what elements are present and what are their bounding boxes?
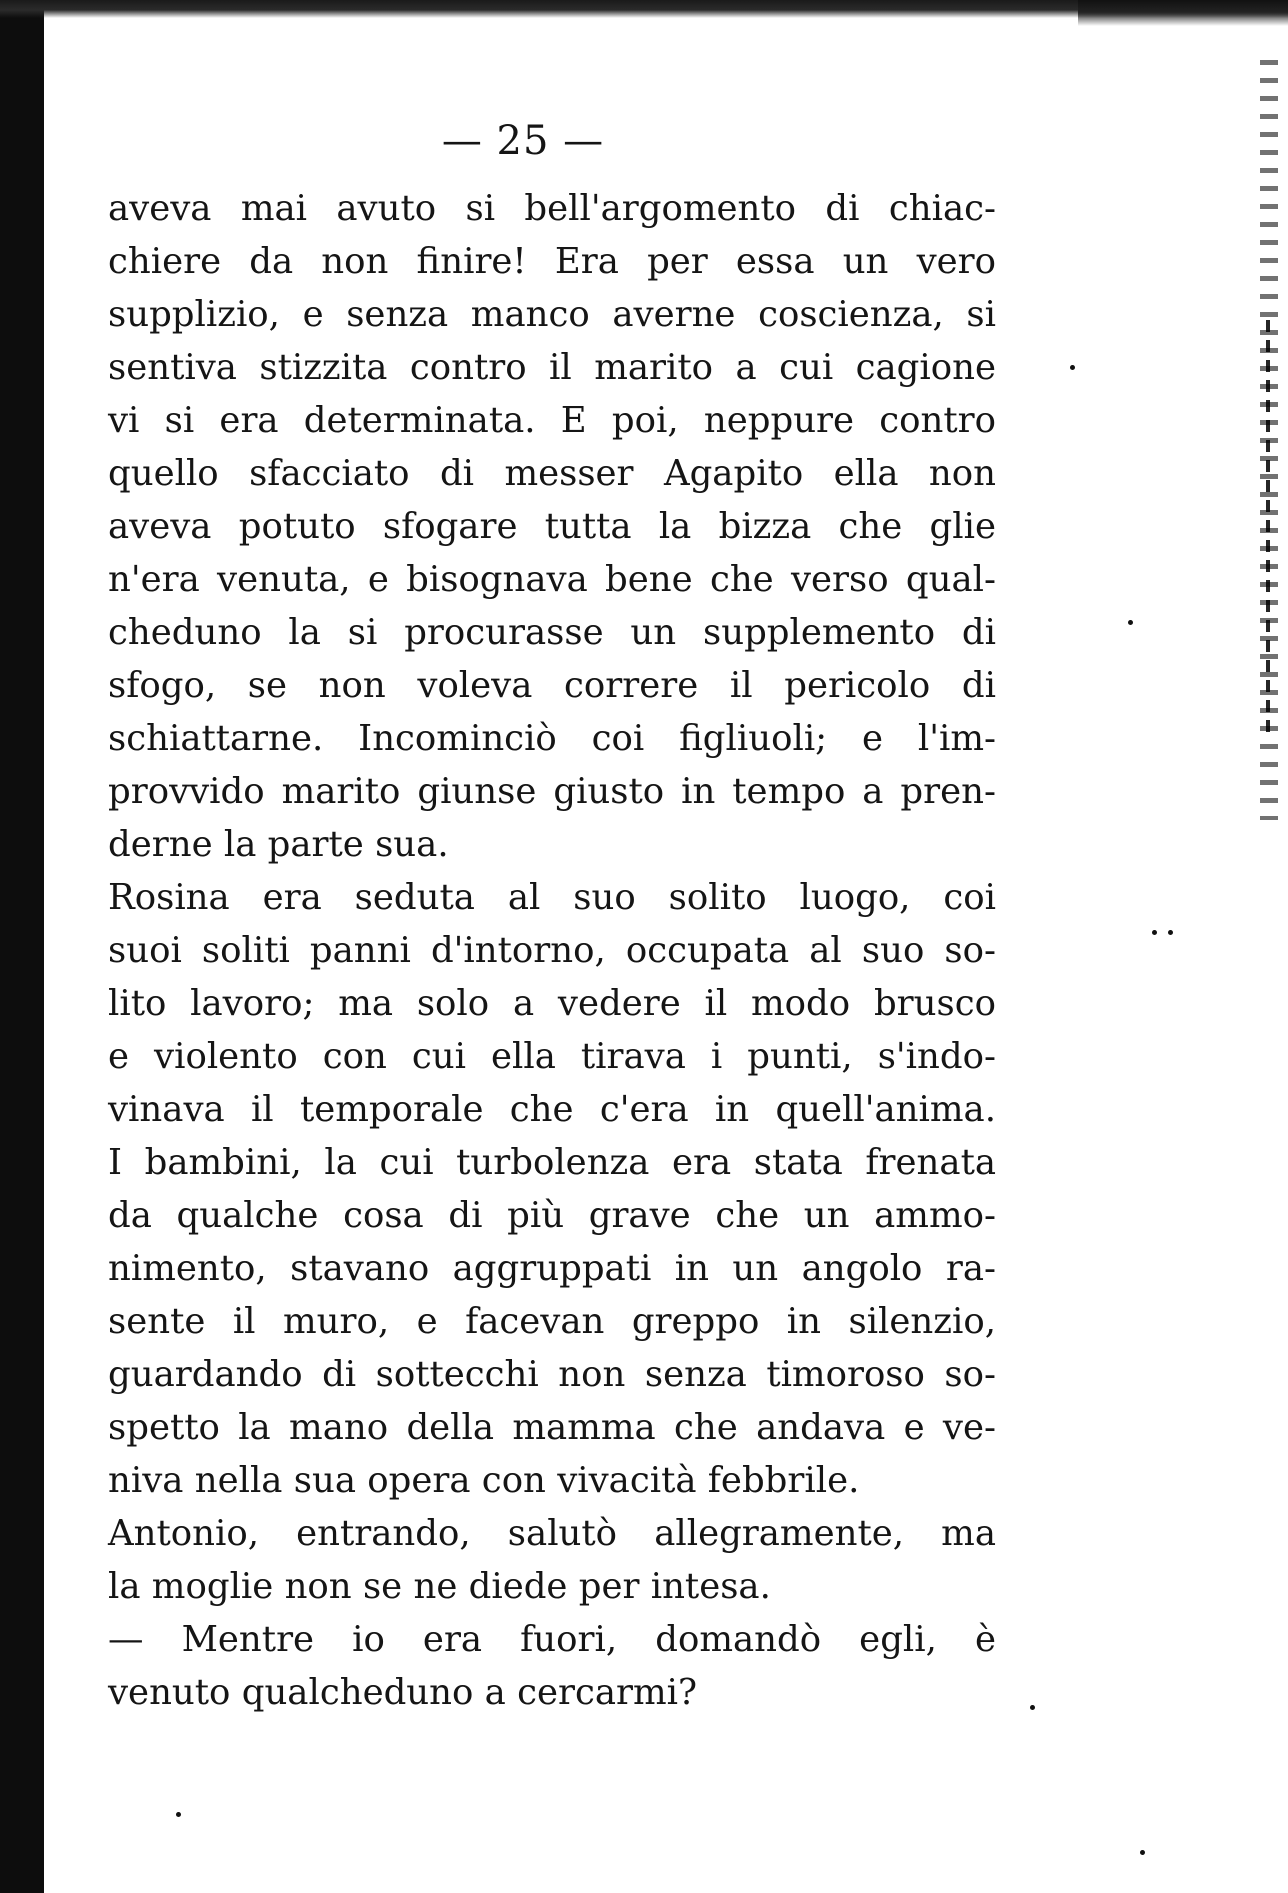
text-line: n'era venuta, e bisognava bene che verso qual- [108, 559, 996, 600]
text-line: supplizio, e senza manco averne coscienza, si [108, 294, 996, 335]
speck [1030, 1705, 1035, 1710]
text-line: venuto qualcheduno a cercarmi? [108, 1672, 698, 1713]
text-line: suoi soliti panni d'intorno, occupata al suo so- [108, 930, 996, 971]
speck [176, 1812, 181, 1817]
page-number: — 25 — [441, 118, 605, 164]
text-line: la moglie non se ne diede per intesa. [108, 1566, 771, 1607]
speck [1168, 930, 1173, 935]
paragraph-1 [108, 182, 996, 871]
speck [1070, 365, 1075, 370]
paragraph-2 [108, 871, 996, 1507]
text-line: quello sfacciato di messer Agapito ella non [108, 453, 996, 494]
text-line: e violento con cui ella tirava i punti, s'indo- [108, 1036, 996, 1077]
text-line: aveva potuto sfogare tutta la bizza che glie [108, 506, 996, 547]
text-line: chiere da non finire! Era per essa un vero [108, 241, 996, 282]
text-line: da qualche cosa di più grave che un ammo- [108, 1195, 996, 1236]
paragraph-4 [108, 1613, 996, 1719]
text-line: sentiva stizzita contro il marito a cui cagione [108, 347, 996, 388]
text-line: cheduno la si procurasse un supplemento di [108, 612, 996, 653]
text-line: derne la parte sua. [108, 824, 449, 865]
text-line: vi si era determinata. E poi, neppure contro [108, 400, 996, 441]
text-line: Rosina era seduta al suo solito luogo, coi [108, 877, 996, 918]
speck [1152, 930, 1157, 935]
text-line: provvido marito giunse giusto in tempo a pren- [108, 771, 996, 812]
text-line: nimento, stavano aggruppati in un angolo ra- [108, 1248, 996, 1289]
speck [1140, 1850, 1145, 1855]
text-line: aveva mai avuto si bell'argomento di chiac- [108, 188, 996, 229]
page-text [108, 182, 996, 1719]
book-page [108, 118, 1008, 1719]
text-line: sente il muro, e facevan greppo in silenzio, [108, 1301, 996, 1342]
scan-left-edge [0, 0, 44, 1893]
paragraph-3 [108, 1507, 996, 1613]
text-line: lito lavoro; ma solo a vedere il modo brusco [108, 983, 996, 1024]
text-line: spetto la mano della mamma che andava e ve- [108, 1407, 996, 1448]
text-line: Antonio, entrando, salutò allegramente, ma [108, 1513, 996, 1554]
text-line: sfogo, se non voleva correre il pericolo di [108, 665, 996, 706]
text-line: vinava il temporale che c'era in quell'anima. [108, 1089, 996, 1130]
text-line: niva nella sua opera con vivacità febbrile. [108, 1460, 860, 1501]
scan-top-right-edge [1078, 0, 1288, 26]
text-line: schiattarne. Incominciò coi figliuoli; e l'im- [108, 718, 996, 759]
text-line: — Mentre io era fuori, domandò egli, è [108, 1619, 996, 1660]
scan-right-specks-thin [1266, 320, 1270, 740]
text-line: guardando di sottecchi non senza timoroso so- [108, 1354, 996, 1395]
speck [1128, 620, 1133, 625]
text-line: I bambini, la cui turbolenza era stata frenata [108, 1142, 996, 1183]
